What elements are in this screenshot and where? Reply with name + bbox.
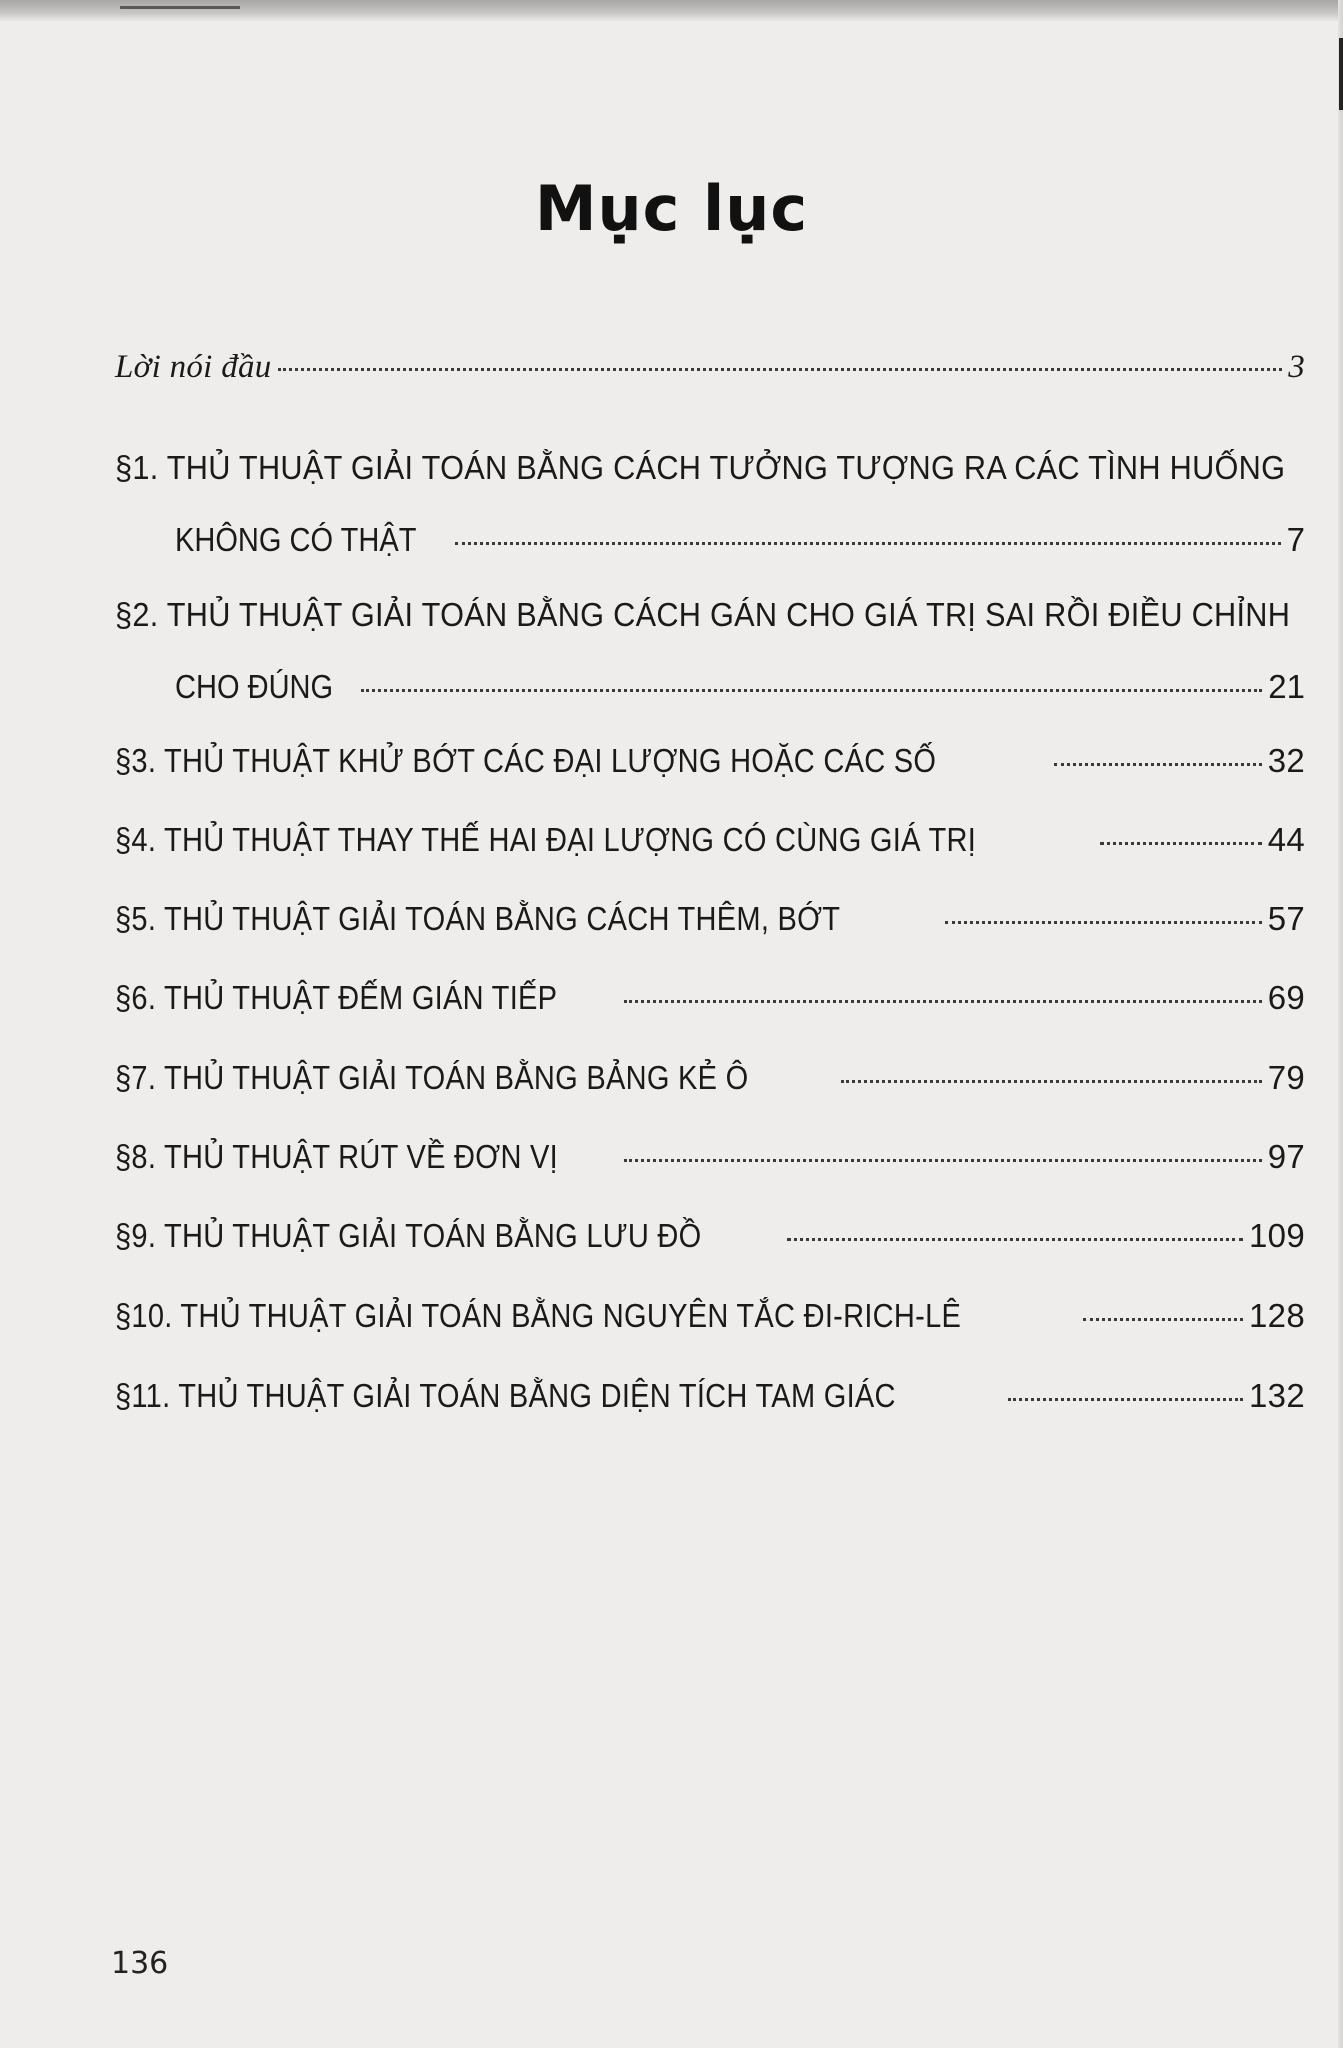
dot-leader	[841, 1080, 1262, 1083]
toc-page-number: 69	[1267, 979, 1305, 1016]
toc-entry-title: §10. THỦ THUẬT GIẢI TOÁN BẰNG NGUYÊN TẮC ĐI-RICH-LÊ	[115, 1297, 962, 1334]
toc-page-number: 128	[1249, 1297, 1305, 1334]
page-title: Mục lục	[534, 172, 809, 245]
toc-entry-title: §2. THỦ THUẬT GIẢI TOÁN BẰNG CÁCH GÁN CHO GIÁ TRỊ SAI RỒI ĐIỀU CHỈNH	[115, 596, 1291, 633]
toc-entry-11[interactable]	[115, 1375, 1305, 1417]
toc-entry-title: Lời nói đầu	[115, 349, 272, 385]
toc-entry-title-continued: CHO ĐÚNG	[175, 668, 334, 705]
toc-entry-4[interactable]	[115, 819, 1305, 861]
toc-page-number: 21	[1268, 668, 1305, 705]
dot-leader	[624, 1000, 1262, 1003]
toc-entry-title: §4. THỦ THUẬT THAY THẾ HAI ĐẠI LƯỢNG CÓ CÙNG GIÁ TRỊ	[115, 821, 977, 858]
toc-page-number: 97	[1267, 1138, 1305, 1175]
toc-entry-1[interactable]	[115, 447, 1305, 561]
toc-entry-title: §1. THỦ THUẬT GIẢI TOÁN BẰNG CÁCH TƯỞNG TƯỢNG RA CÁC TÌNH HUỐNG	[115, 449, 1286, 486]
toc-page-number: 132	[1249, 1377, 1305, 1414]
toc-entry-title: §11. THỦ THUẬT GIẢI TOÁN BẰNG DIỆN TÍCH TAM GIÁC	[115, 1377, 896, 1414]
dot-leader	[624, 1159, 1261, 1162]
edge-mark	[1339, 38, 1343, 110]
toc-entry-title: §3. THỦ THUẬT KHỬ BỚT CÁC ĐẠI LƯỢNG HOẶC CÁC SỐ	[115, 742, 937, 779]
toc-entry-preface[interactable]	[115, 346, 1305, 388]
toc-entry-title: §7. THỦ THUẬT GIẢI TOÁN BẰNG BẢNG KẺ Ô	[115, 1059, 749, 1096]
toc-page-number: 44	[1267, 821, 1305, 858]
toc-page-number: 32	[1267, 742, 1305, 779]
toc-entry-2[interactable]	[115, 594, 1305, 708]
toc-page-number: 109	[1249, 1217, 1305, 1254]
dot-leader	[361, 689, 1263, 692]
table-of-contents	[115, 0, 1310, 2048]
toc-entry-3[interactable]	[115, 740, 1305, 782]
scan-right-edge	[1338, 0, 1343, 2048]
dot-leader	[1008, 1398, 1243, 1401]
dot-leader	[455, 542, 1280, 545]
toc-entry-8[interactable]	[115, 1136, 1305, 1178]
toc-entry-title: §5. THỦ THUẬT GIẢI TOÁN BẰNG CÁCH THÊM, BỚT	[115, 900, 841, 937]
toc-entry-title: §9. THỦ THUẬT GIẢI TOÁN BẰNG LƯU ĐỒ	[115, 1217, 702, 1254]
toc-entry-6[interactable]	[115, 977, 1305, 1019]
toc-entry-title: §8. THỦ THUẬT RÚT VỀ ĐƠN VỊ	[115, 1138, 558, 1175]
dot-leader	[945, 921, 1262, 924]
toc-page-number: 7	[1286, 521, 1305, 558]
toc-entry-5[interactable]	[115, 898, 1305, 940]
dot-leader	[1054, 763, 1261, 766]
toc-entry-title: §6. THỦ THUẬT ĐẾM GIÁN TIẾP	[115, 979, 558, 1016]
dot-leader	[787, 1238, 1243, 1241]
toc-entry-10[interactable]	[115, 1295, 1305, 1337]
dot-leader	[1100, 842, 1262, 845]
toc-page-number: 57	[1267, 900, 1305, 937]
page-number: 136	[111, 1946, 169, 1981]
toc-entry-title-continued: KHÔNG CÓ THẬT	[175, 521, 417, 558]
dot-leader	[278, 368, 1283, 371]
dot-leader	[1083, 1318, 1244, 1321]
toc-entry-9[interactable]	[115, 1215, 1305, 1257]
toc-entry-7[interactable]	[115, 1057, 1305, 1099]
toc-page-number: 3	[1288, 349, 1305, 385]
toc-page-number: 79	[1267, 1059, 1305, 1096]
